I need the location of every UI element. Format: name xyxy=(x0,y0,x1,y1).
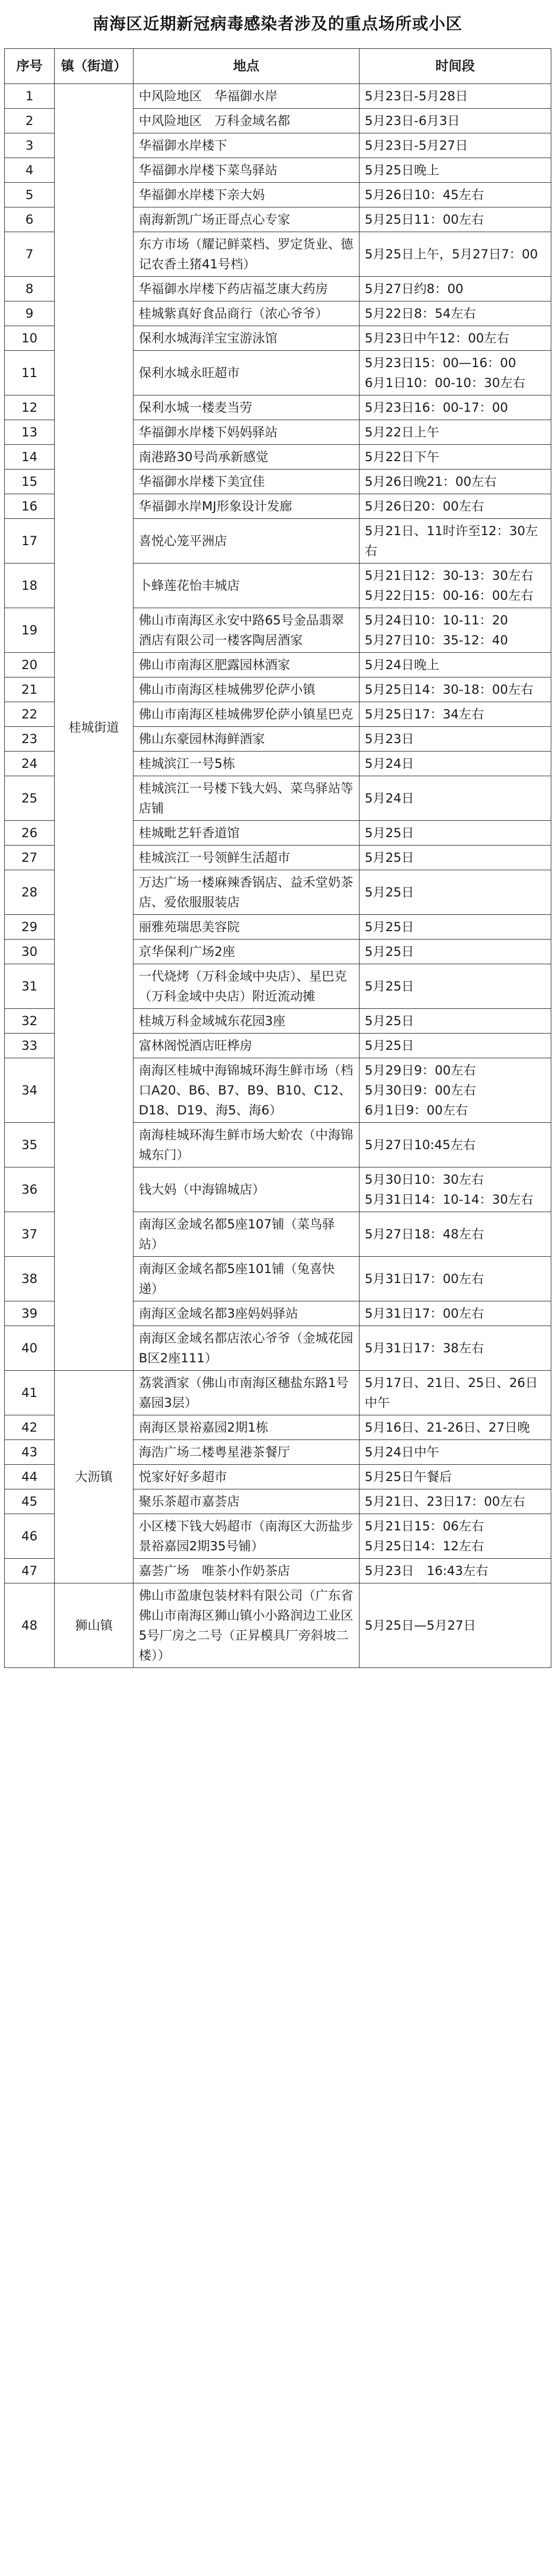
cell-location: 小区楼下钱大妈超市（南海区大沥盐步景裕嘉园2期35号铺） xyxy=(133,1514,359,1559)
cell-time: 5月25日 xyxy=(359,821,551,846)
cell-location: 钱大妈（中海锦城店） xyxy=(133,1167,359,1212)
cell-seq: 4 xyxy=(5,158,55,183)
cell-seq: 48 xyxy=(5,1583,55,1668)
cell-time: 5月25日11：00左右 xyxy=(359,207,551,232)
cell-location: 海浩广场二楼粤星港茶餐厅 xyxy=(133,1440,359,1465)
cell-seq: 9 xyxy=(5,301,55,326)
cell-time: 5月25日 xyxy=(359,964,551,1009)
cell-location: 保利水城永旺超市 xyxy=(133,351,359,395)
cell-seq: 45 xyxy=(5,1489,55,1514)
cell-seq: 21 xyxy=(5,677,55,702)
cell-location: 南海桂城环海生鲜市场大蚧农（中海锦城东门） xyxy=(133,1123,359,1167)
cell-seq: 42 xyxy=(5,1415,55,1440)
cell-seq: 38 xyxy=(5,1257,55,1301)
cell-time: 5月23日 xyxy=(359,727,551,752)
cell-seq: 12 xyxy=(5,395,55,420)
cell-seq: 5 xyxy=(5,183,55,207)
header-town: 镇（街道） xyxy=(55,49,133,84)
cell-seq: 28 xyxy=(5,870,55,915)
cell-time: 5月24日晚上 xyxy=(359,653,551,677)
cell-seq: 14 xyxy=(5,445,55,470)
cell-time: 5月22日下午 xyxy=(359,445,551,470)
cell-time: 5月31日17：38左右 xyxy=(359,1326,551,1371)
cell-location: 佛山市南海区桂城佛罗伦萨小镇 xyxy=(133,677,359,702)
table-row xyxy=(5,1583,551,1668)
cell-seq: 13 xyxy=(5,420,55,445)
cell-location: 中风险地区 万科金域名都 xyxy=(133,109,359,133)
cell-location: 万达广场一楼麻辣香锅店、益禾堂奶茶店、爱依服服装店 xyxy=(133,870,359,915)
cell-location: 喜悦心笼平洲店 xyxy=(133,519,359,564)
cell-location: 南海区金域名都5座101铺（兔喜快递） xyxy=(133,1257,359,1301)
cell-seq: 7 xyxy=(5,232,55,277)
cell-location: 嘉荟广场 唯茶小作奶茶店 xyxy=(133,1559,359,1583)
cell-time: 5月26日晚21：00左右 xyxy=(359,470,551,494)
cell-location: 桂城万科金域城东花园3座 xyxy=(133,1009,359,1034)
cell-time: 5月25日 xyxy=(359,1034,551,1058)
cell-time: 5月25日晚上 xyxy=(359,158,551,183)
cell-time: 5月25日17：34左右 xyxy=(359,702,551,727)
cell-time: 5月21日、23日17：00左右 xyxy=(359,1489,551,1514)
cell-seq: 29 xyxy=(5,915,55,940)
cell-town: 狮山镇 xyxy=(55,1583,133,1668)
cell-time: 5月25日 xyxy=(359,846,551,870)
cell-location: 桂城紫真好食品商行（浓心爷爷） xyxy=(133,301,359,326)
cell-seq: 26 xyxy=(5,821,55,846)
cell-seq: 34 xyxy=(5,1058,55,1123)
cell-location: 保利水城海洋宝宝游泳馆 xyxy=(133,326,359,351)
cell-time: 5月29日9：00左右 5月30日9：00左右 6月1日9：00左右 xyxy=(359,1058,551,1123)
cell-seq: 2 xyxy=(5,109,55,133)
cell-location: 京华保利广场2座 xyxy=(133,940,359,964)
cell-seq: 20 xyxy=(5,653,55,677)
cell-seq: 18 xyxy=(5,564,55,608)
cell-time: 5月23日-6月3日 xyxy=(359,109,551,133)
cell-time: 5月23日 16:43左右 xyxy=(359,1559,551,1583)
cell-location: 桂城毗艺轩香道馆 xyxy=(133,821,359,846)
table-body xyxy=(5,84,551,1668)
cell-seq: 8 xyxy=(5,277,55,301)
cell-time: 5月31日17：00左右 xyxy=(359,1257,551,1301)
cell-time: 5月23日中午12：00左右 xyxy=(359,326,551,351)
cell-time: 5月26日10：45左右 xyxy=(359,183,551,207)
cell-seq: 47 xyxy=(5,1559,55,1583)
cell-time: 5月31日17：00左右 xyxy=(359,1301,551,1326)
cell-seq: 31 xyxy=(5,964,55,1009)
table-row xyxy=(5,1371,551,1415)
cell-location: 华福御水岸楼下药店福芝康大药房 xyxy=(133,277,359,301)
cell-time: 5月25日上午，5月27日7：00 xyxy=(359,232,551,277)
cell-time: 5月21日12：30-13：30左右 5月22日15：00-16：00左右 xyxy=(359,564,551,608)
cell-location: 聚乐茶超市嘉荟店 xyxy=(133,1489,359,1514)
cell-seq: 24 xyxy=(5,752,55,776)
cell-location: 佛山市南海区永安中路65号金品翡翠酒店有限公司一楼客陶居酒家 xyxy=(133,608,359,653)
cell-time: 5月23日-5月27日 xyxy=(359,133,551,158)
header-location: 地点 xyxy=(133,49,359,84)
cell-location: 东方市场（耀记鲜菜档、罗定货业、德记农香土猪41号档） xyxy=(133,232,359,277)
page-title: 南海区近期新冠病毒感染者涉及的重点场所或小区 xyxy=(92,15,462,34)
cell-time: 5月24日中午 xyxy=(359,1440,551,1465)
cell-time: 5月27日约8：00 xyxy=(359,277,551,301)
places-table xyxy=(4,48,551,1668)
cell-seq: 11 xyxy=(5,351,55,395)
table-header-row xyxy=(5,49,551,84)
header-time: 时间段 xyxy=(359,49,551,84)
cell-seq: 40 xyxy=(5,1326,55,1371)
cell-time: 5月25日—5月27日 xyxy=(359,1583,551,1668)
cell-location: 中风险地区 华福御水岸 xyxy=(133,84,359,109)
cell-time: 5月23日-5月28日 xyxy=(359,84,551,109)
table-row xyxy=(5,84,551,109)
cell-time: 5月30日10：30左右 5月31日14：10-14：30左右 xyxy=(359,1167,551,1212)
cell-time: 5月25日午餐后 xyxy=(359,1465,551,1489)
cell-time: 5月21日15：06左右 5月25日14：12左右 xyxy=(359,1514,551,1559)
cell-seq: 23 xyxy=(5,727,55,752)
cell-town: 桂城街道 xyxy=(55,84,133,1371)
cell-seq: 46 xyxy=(5,1514,55,1559)
cell-time: 5月27日18：48左右 xyxy=(359,1212,551,1257)
cell-time: 5月22日8：54左右 xyxy=(359,301,551,326)
cell-time: 5月17日、21日、25日、26日中午 xyxy=(359,1371,551,1415)
cell-seq: 44 xyxy=(5,1465,55,1489)
cell-seq: 39 xyxy=(5,1301,55,1326)
cell-time: 5月21日、11时许至12：30左右 xyxy=(359,519,551,564)
cell-seq: 6 xyxy=(5,207,55,232)
cell-location: 华福御水岸楼下亲大妈 xyxy=(133,183,359,207)
cell-seq: 22 xyxy=(5,702,55,727)
cell-seq: 19 xyxy=(5,608,55,653)
cell-location: 南海区桂城中海锦城环海生鲜市场（档口A20、B6、B7、B9、B10、C12、D18、D19、海5、海6） xyxy=(133,1058,359,1123)
cell-location: 华福御水岸楼下美宜佳 xyxy=(133,470,359,494)
cell-location: 桂城滨江一号领鲜生活超市 xyxy=(133,846,359,870)
cell-seq: 25 xyxy=(5,776,55,821)
cell-location: 荔裳酒家（佛山市南海区穗盐东路1号嘉园3层） xyxy=(133,1371,359,1415)
cell-time: 5月24日 xyxy=(359,776,551,821)
cell-seq: 37 xyxy=(5,1212,55,1257)
cell-location: 佛山市南海区桂城佛罗伦萨小镇星巴克 xyxy=(133,702,359,727)
cell-time: 5月25日 xyxy=(359,915,551,940)
cell-time: 5月25日14：30-18：00左右 xyxy=(359,677,551,702)
cell-location: 华福御水岸MJ形象设计发廊 xyxy=(133,494,359,519)
cell-time: 5月16日、21-26日、27日晚 xyxy=(359,1415,551,1440)
cell-time: 5月24日 xyxy=(359,752,551,776)
cell-time: 5月27日10:45左右 xyxy=(359,1123,551,1167)
cell-seq: 32 xyxy=(5,1009,55,1034)
cell-seq: 36 xyxy=(5,1167,55,1212)
cell-location: 佛山市南海区肥露园林酒家 xyxy=(133,653,359,677)
header-seq: 序号 xyxy=(5,49,55,84)
cell-seq: 27 xyxy=(5,846,55,870)
cell-seq: 43 xyxy=(5,1440,55,1465)
cell-seq: 15 xyxy=(5,470,55,494)
cell-time: 5月22日上午 xyxy=(359,420,551,445)
cell-location: 桂城滨江一号5栋 xyxy=(133,752,359,776)
cell-seq: 30 xyxy=(5,940,55,964)
cell-time: 5月23日15：00—16：00 6月1日10：00-10：30左右 xyxy=(359,351,551,395)
cell-location: 华福御水岸楼下 xyxy=(133,133,359,158)
cell-seq: 10 xyxy=(5,326,55,351)
cell-location: 富林阁悦酒店旺桦房 xyxy=(133,1034,359,1058)
cell-location: 南海区金域名都店浓心爷爷（金城花园B区2座111） xyxy=(133,1326,359,1371)
cell-time: 5月25日 xyxy=(359,1009,551,1034)
cell-location: 悦家好好多超市 xyxy=(133,1465,359,1489)
cell-location: 佛山市盈康包装材料有限公司（广东省佛山市南海区狮山镇小小路润边工业区5号厂房之二号（正昇模具厂旁斜坡二楼）） xyxy=(133,1583,359,1668)
cell-seq: 33 xyxy=(5,1034,55,1058)
cell-time: 5月24日10：10-11：20 5月27日10：35-12：40 xyxy=(359,608,551,653)
cell-time: 5月25日 xyxy=(359,870,551,915)
cell-seq: 16 xyxy=(5,494,55,519)
cell-location: 南海区景裕嘉园2期1栋 xyxy=(133,1415,359,1440)
cell-location: 桂城滨江一号楼下钱大妈、菜鸟驿站等店铺 xyxy=(133,776,359,821)
cell-seq: 17 xyxy=(5,519,55,564)
cell-seq: 3 xyxy=(5,133,55,158)
cell-location: 华福御水岸楼下菜鸟驿站 xyxy=(133,158,359,183)
document-page xyxy=(4,0,551,1668)
cell-location: 保利水城一楼麦当劳 xyxy=(133,395,359,420)
cell-time: 5月23日16：00-17：00 xyxy=(359,395,551,420)
cell-seq: 1 xyxy=(5,84,55,109)
cell-location: 南港路30号尚承新感觉 xyxy=(133,445,359,470)
cell-location: 南海区金域名都3座妈妈驿站 xyxy=(133,1301,359,1326)
cell-location: 卜蜂莲花怡丰城店 xyxy=(133,564,359,608)
cell-location: 丽雅苑瑞思美容院 xyxy=(133,915,359,940)
cell-location: 佛山东豪园林海鲜酒家 xyxy=(133,727,359,752)
cell-location: 华福御水岸楼下妈妈驿站 xyxy=(133,420,359,445)
cell-time: 5月25日 xyxy=(359,940,551,964)
cell-seq: 35 xyxy=(5,1123,55,1167)
cell-location: 南海区金域名都5座107铺（菜鸟驿站） xyxy=(133,1212,359,1257)
cell-town: 大沥镇 xyxy=(55,1371,133,1583)
cell-seq: 41 xyxy=(5,1371,55,1415)
cell-location: 一代烧烤（万科金域中央店）、星巴克（万科金域中央店）附近流动摊 xyxy=(133,964,359,1009)
cell-location: 南海新凯广场正哥点心专家 xyxy=(133,207,359,232)
cell-time: 5月26日20：00左右 xyxy=(359,494,551,519)
